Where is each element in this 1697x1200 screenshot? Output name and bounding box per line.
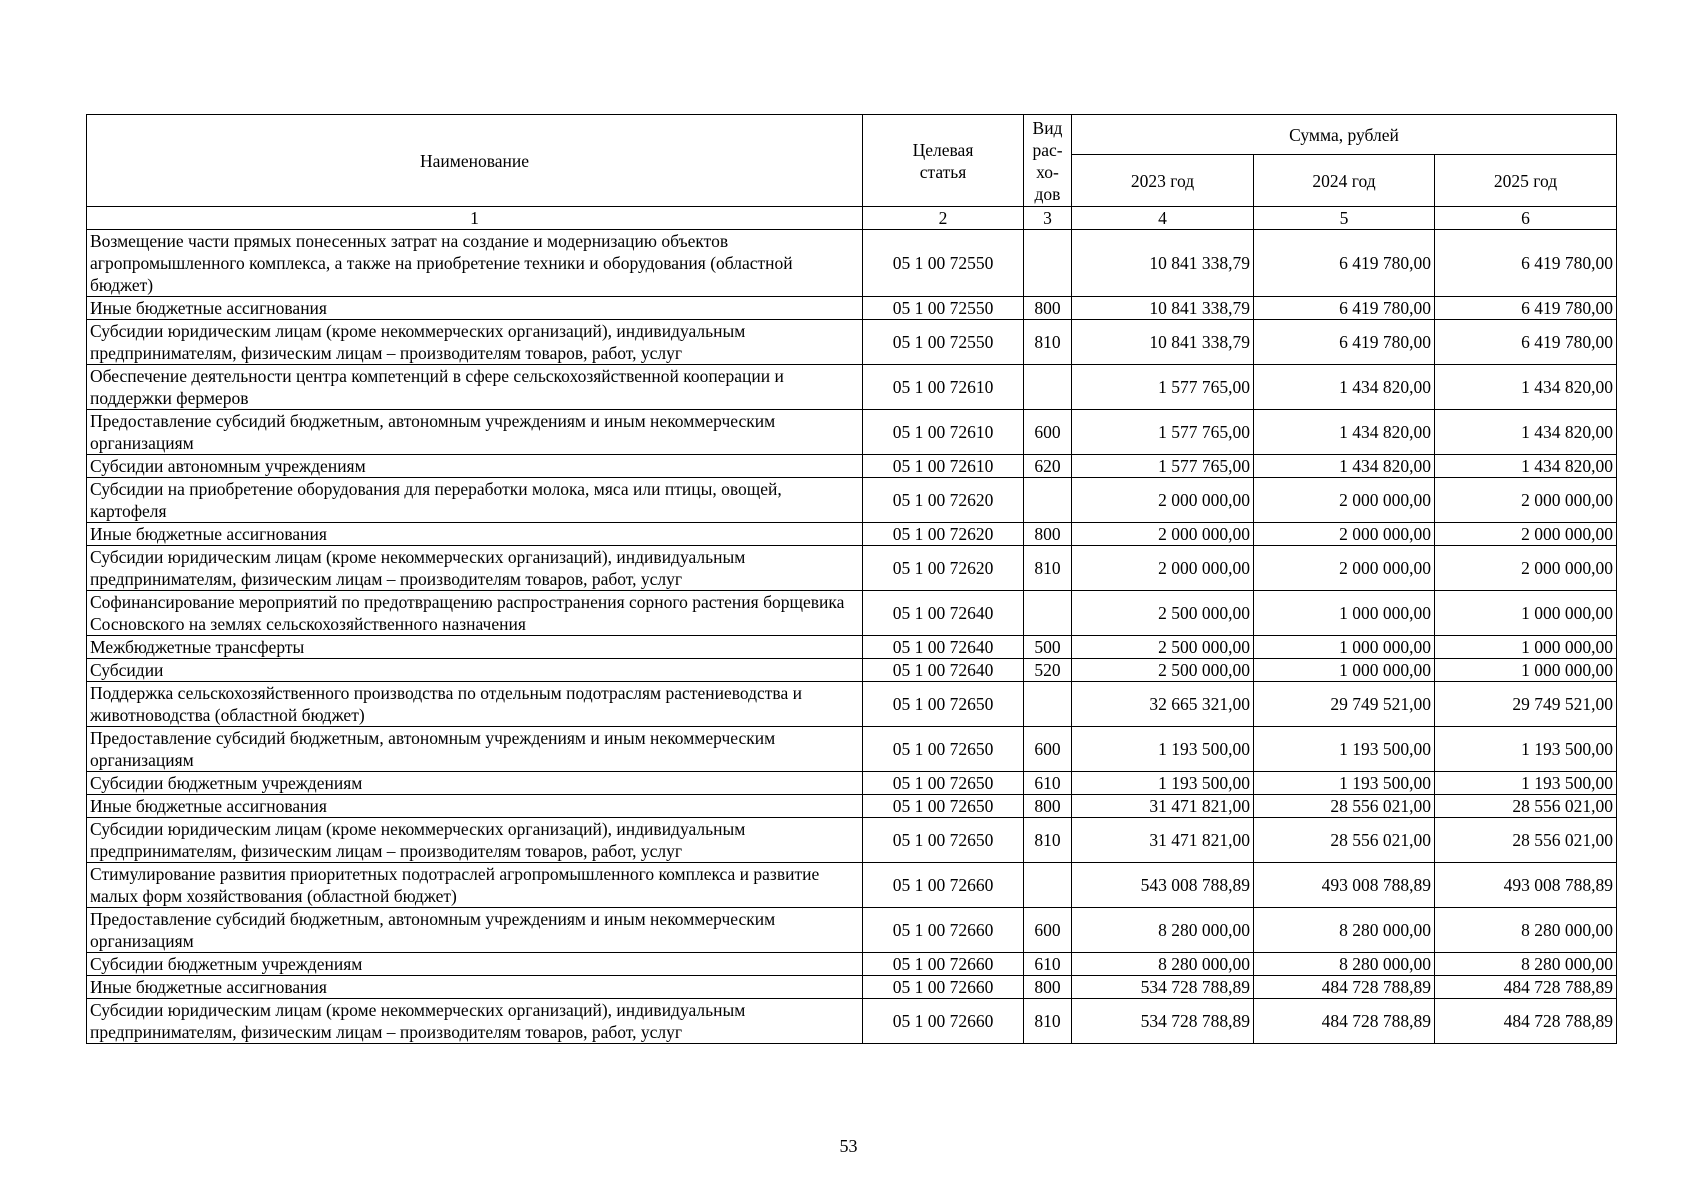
table-row (87, 908, 1617, 953)
cell-sum-2025: 8 280 000,00 (1435, 908, 1617, 953)
header-year-2025: 2025 год (1435, 155, 1617, 207)
cell-sum-2024: 1 434 820,00 (1254, 455, 1435, 478)
header-name: Наименование (87, 115, 863, 207)
cell-sum-2023: 2 500 000,00 (1072, 591, 1254, 636)
cell-name: Субсидии на приобретение оборудования для переработки молока, мяса или птицы, овощей, картофеля (87, 478, 863, 523)
cell-sum-2023: 32 665 321,00 (1072, 682, 1254, 727)
cell-expense-type: 600 (1024, 727, 1072, 772)
cell-sum-2023: 2 000 000,00 (1072, 523, 1254, 546)
cell-name: Предоставление субсидий бюджетным, автономным учреждениям и иным некоммерческим организациям (87, 908, 863, 953)
cell-sum-2023: 2 000 000,00 (1072, 478, 1254, 523)
header-target (863, 115, 1024, 207)
cell-name: Субсидии юридическим лицам (кроме некоммерческих организаций), индивидуальным предпринимателям, физическим лицам – производителям товаров, работ, услуг (87, 320, 863, 365)
table-row (87, 727, 1617, 772)
cell-sum-2024: 28 556 021,00 (1254, 818, 1435, 863)
header-vid (1024, 115, 1072, 207)
cell-sum-2024: 28 556 021,00 (1254, 795, 1435, 818)
cell-expense-type (1024, 230, 1072, 297)
cell-expense-type (1024, 478, 1072, 523)
cell-expense-type: 520 (1024, 659, 1072, 682)
cell-name: Иные бюджетные ассигнования (87, 976, 863, 999)
cell-target-article: 05 1 00 72640 (863, 636, 1024, 659)
table-row (87, 818, 1617, 863)
cell-sum-2023: 1 577 765,00 (1072, 410, 1254, 455)
table-row (87, 591, 1617, 636)
cell-name: Предоставление субсидий бюджетным, автономным учреждениям и иным некоммерческим организациям (87, 727, 863, 772)
header-target-text: Целевая статья (912, 139, 974, 182)
cell-target-article: 05 1 00 72660 (863, 908, 1024, 953)
cell-name: Стимулирование развития приоритетных подотраслей агропромышленного комплекса и развитие малых форм хозяйствования (областной бюджет) (87, 863, 863, 908)
cell-sum-2023: 10 841 338,79 (1072, 320, 1254, 365)
cell-sum-2024: 1 193 500,00 (1254, 772, 1435, 795)
cell-sum-2023: 10 841 338,79 (1072, 297, 1254, 320)
cell-name: Софинансирование мероприятий по предотвращению распространения сорного растения борщевика Сосновского на землях сельскохозяйственного назначения (87, 591, 863, 636)
cell-target-article: 05 1 00 72610 (863, 455, 1024, 478)
cell-expense-type (1024, 863, 1072, 908)
table-row (87, 863, 1617, 908)
cell-expense-type (1024, 682, 1072, 727)
table-row (87, 455, 1617, 478)
cell-sum-2023: 2 500 000,00 (1072, 636, 1254, 659)
table-row (87, 230, 1617, 297)
cell-sum-2024: 484 728 788,89 (1254, 976, 1435, 999)
cell-name: Предоставление субсидий бюджетным, автономным учреждениям и иным некоммерческим организациям (87, 410, 863, 455)
cell-sum-2025: 28 556 021,00 (1435, 818, 1617, 863)
cell-sum-2025: 484 728 788,89 (1435, 976, 1617, 999)
cell-target-article: 05 1 00 72660 (863, 863, 1024, 908)
cell-sum-2023: 8 280 000,00 (1072, 908, 1254, 953)
cell-sum-2025: 29 749 521,00 (1435, 682, 1617, 727)
cell-expense-type: 810 (1024, 546, 1072, 591)
table-row (87, 795, 1617, 818)
table-header (87, 115, 1617, 230)
cell-expense-type (1024, 591, 1072, 636)
column-number: 2 (863, 207, 1024, 230)
cell-sum-2025: 6 419 780,00 (1435, 297, 1617, 320)
cell-sum-2025: 2 000 000,00 (1435, 523, 1617, 546)
cell-sum-2023: 2 000 000,00 (1072, 546, 1254, 591)
cell-sum-2023: 534 728 788,89 (1072, 976, 1254, 999)
cell-expense-type: 500 (1024, 636, 1072, 659)
cell-name: Субсидии бюджетным учреждениям (87, 772, 863, 795)
cell-sum-2023: 1 577 765,00 (1072, 365, 1254, 410)
cell-sum-2023: 543 008 788,89 (1072, 863, 1254, 908)
table-row (87, 478, 1617, 523)
cell-sum-2024: 1 434 820,00 (1254, 365, 1435, 410)
cell-name: Иные бюджетные ассигнования (87, 523, 863, 546)
cell-expense-type: 610 (1024, 772, 1072, 795)
column-number-row (87, 207, 1617, 230)
cell-name: Субсидии бюджетным учреждениям (87, 953, 863, 976)
cell-target-article: 05 1 00 72620 (863, 546, 1024, 591)
table-row (87, 365, 1617, 410)
cell-sum-2023: 1 193 500,00 (1072, 727, 1254, 772)
cell-target-article: 05 1 00 72650 (863, 772, 1024, 795)
cell-expense-type: 810 (1024, 320, 1072, 365)
cell-expense-type: 800 (1024, 523, 1072, 546)
cell-name: Поддержка сельскохозяйственного производства по отдельным подотраслям растениеводства и животноводства (областной бюджет) (87, 682, 863, 727)
cell-name: Обеспечение деятельности центра компетенций в сфере сельскохозяйственной кооперации и поддержки фермеров (87, 365, 863, 410)
cell-sum-2025: 1 000 000,00 (1435, 636, 1617, 659)
table-row (87, 659, 1617, 682)
table-row (87, 999, 1617, 1044)
table-row (87, 976, 1617, 999)
column-number: 4 (1072, 207, 1254, 230)
cell-target-article: 05 1 00 72640 (863, 591, 1024, 636)
cell-sum-2024: 1 000 000,00 (1254, 659, 1435, 682)
cell-sum-2025: 1 193 500,00 (1435, 727, 1617, 772)
column-number: 6 (1435, 207, 1617, 230)
cell-expense-type: 810 (1024, 999, 1072, 1044)
cell-sum-2023: 10 841 338,79 (1072, 230, 1254, 297)
cell-expense-type: 810 (1024, 818, 1072, 863)
cell-target-article: 05 1 00 72620 (863, 523, 1024, 546)
cell-sum-2023: 1 193 500,00 (1072, 772, 1254, 795)
cell-expense-type: 600 (1024, 410, 1072, 455)
table-row (87, 320, 1617, 365)
table-row (87, 410, 1617, 455)
cell-expense-type: 600 (1024, 908, 1072, 953)
cell-sum-2024: 2 000 000,00 (1254, 523, 1435, 546)
cell-expense-type: 800 (1024, 297, 1072, 320)
cell-sum-2024: 1 434 820,00 (1254, 410, 1435, 455)
cell-sum-2024: 8 280 000,00 (1254, 953, 1435, 976)
cell-name: Субсидии юридическим лицам (кроме некоммерческих организаций), индивидуальным предпринимателям, физическим лицам – производителям товаров, работ, услуг (87, 546, 863, 591)
cell-sum-2024: 2 000 000,00 (1254, 546, 1435, 591)
cell-sum-2024: 6 419 780,00 (1254, 297, 1435, 320)
cell-sum-2024: 2 000 000,00 (1254, 478, 1435, 523)
cell-target-article: 05 1 00 72660 (863, 976, 1024, 999)
cell-sum-2025: 1 000 000,00 (1435, 659, 1617, 682)
cell-sum-2024: 8 280 000,00 (1254, 908, 1435, 953)
cell-sum-2025: 493 008 788,89 (1435, 863, 1617, 908)
cell-name: Межбюджетные трансферты (87, 636, 863, 659)
cell-sum-2025: 2 000 000,00 (1435, 478, 1617, 523)
cell-expense-type: 800 (1024, 976, 1072, 999)
cell-sum-2025: 6 419 780,00 (1435, 320, 1617, 365)
cell-target-article: 05 1 00 72610 (863, 365, 1024, 410)
cell-target-article: 05 1 00 72650 (863, 682, 1024, 727)
cell-sum-2023: 31 471 821,00 (1072, 795, 1254, 818)
cell-sum-2025: 2 000 000,00 (1435, 546, 1617, 591)
cell-sum-2024: 6 419 780,00 (1254, 230, 1435, 297)
table-row (87, 682, 1617, 727)
cell-name: Иные бюджетные ассигнования (87, 297, 863, 320)
cell-target-article: 05 1 00 72610 (863, 410, 1024, 455)
header-sum: Сумма, рублей (1072, 115, 1617, 155)
cell-sum-2025: 1 193 500,00 (1435, 772, 1617, 795)
cell-sum-2023: 31 471 821,00 (1072, 818, 1254, 863)
cell-expense-type: 800 (1024, 795, 1072, 818)
cell-target-article: 05 1 00 72640 (863, 659, 1024, 682)
cell-sum-2023: 8 280 000,00 (1072, 953, 1254, 976)
cell-target-article: 05 1 00 72660 (863, 999, 1024, 1044)
cell-sum-2025: 6 419 780,00 (1435, 230, 1617, 297)
cell-name: Возмещение части прямых понесенных затрат на создание и модернизацию объектов агропромышленного комплекса, а также на приобретение техники и оборудования (областной бюджет) (87, 230, 863, 297)
cell-target-article: 05 1 00 72620 (863, 478, 1024, 523)
budget-table (86, 114, 1617, 1044)
cell-sum-2024: 6 419 780,00 (1254, 320, 1435, 365)
table-row (87, 523, 1617, 546)
cell-name: Субсидии юридическим лицам (кроме некоммерческих организаций), индивидуальным предпринимателям, физическим лицам – производителям товаров, работ, услуг (87, 999, 863, 1044)
cell-sum-2025: 8 280 000,00 (1435, 953, 1617, 976)
column-number: 1 (87, 207, 863, 230)
cell-sum-2023: 2 500 000,00 (1072, 659, 1254, 682)
cell-sum-2024: 493 008 788,89 (1254, 863, 1435, 908)
cell-target-article: 05 1 00 72650 (863, 818, 1024, 863)
cell-sum-2024: 1 000 000,00 (1254, 636, 1435, 659)
cell-target-article: 05 1 00 72650 (863, 727, 1024, 772)
cell-sum-2025: 28 556 021,00 (1435, 795, 1617, 818)
header-year-2023: 2023 год (1072, 155, 1254, 207)
header-year-2024: 2024 год (1254, 155, 1435, 207)
cell-name: Субсидии юридическим лицам (кроме некоммерческих организаций), индивидуальным предпринимателям, физическим лицам – производителям товаров, работ, услуг (87, 818, 863, 863)
cell-sum-2025: 1 000 000,00 (1435, 591, 1617, 636)
page-number: 53 (839, 1136, 858, 1156)
cell-sum-2023: 534 728 788,89 (1072, 999, 1254, 1044)
column-number: 3 (1024, 207, 1072, 230)
column-number: 5 (1254, 207, 1435, 230)
cell-sum-2025: 484 728 788,89 (1435, 999, 1617, 1044)
table-row (87, 636, 1617, 659)
cell-name: Иные бюджетные ассигнования (87, 795, 863, 818)
cell-name: Субсидии (87, 659, 863, 682)
cell-sum-2025: 1 434 820,00 (1435, 410, 1617, 455)
cell-sum-2025: 1 434 820,00 (1435, 365, 1617, 410)
cell-name: Субсидии автономным учреждениям (87, 455, 863, 478)
cell-target-article: 05 1 00 72550 (863, 230, 1024, 297)
cell-expense-type (1024, 365, 1072, 410)
cell-target-article: 05 1 00 72550 (863, 320, 1024, 365)
table-row (87, 546, 1617, 591)
cell-expense-type: 610 (1024, 953, 1072, 976)
cell-sum-2024: 484 728 788,89 (1254, 999, 1435, 1044)
cell-sum-2024: 1 193 500,00 (1254, 727, 1435, 772)
cell-target-article: 05 1 00 72550 (863, 297, 1024, 320)
cell-expense-type: 620 (1024, 455, 1072, 478)
table-row (87, 772, 1617, 795)
cell-sum-2024: 29 749 521,00 (1254, 682, 1435, 727)
cell-sum-2024: 1 000 000,00 (1254, 591, 1435, 636)
cell-target-article: 05 1 00 72650 (863, 795, 1024, 818)
cell-sum-2025: 1 434 820,00 (1435, 455, 1617, 478)
table-row (87, 953, 1617, 976)
cell-target-article: 05 1 00 72660 (863, 953, 1024, 976)
header-vid-text: Вид рас-хо-дов (1032, 117, 1063, 204)
cell-sum-2023: 1 577 765,00 (1072, 455, 1254, 478)
table-body (87, 230, 1617, 1044)
table-row (87, 297, 1617, 320)
